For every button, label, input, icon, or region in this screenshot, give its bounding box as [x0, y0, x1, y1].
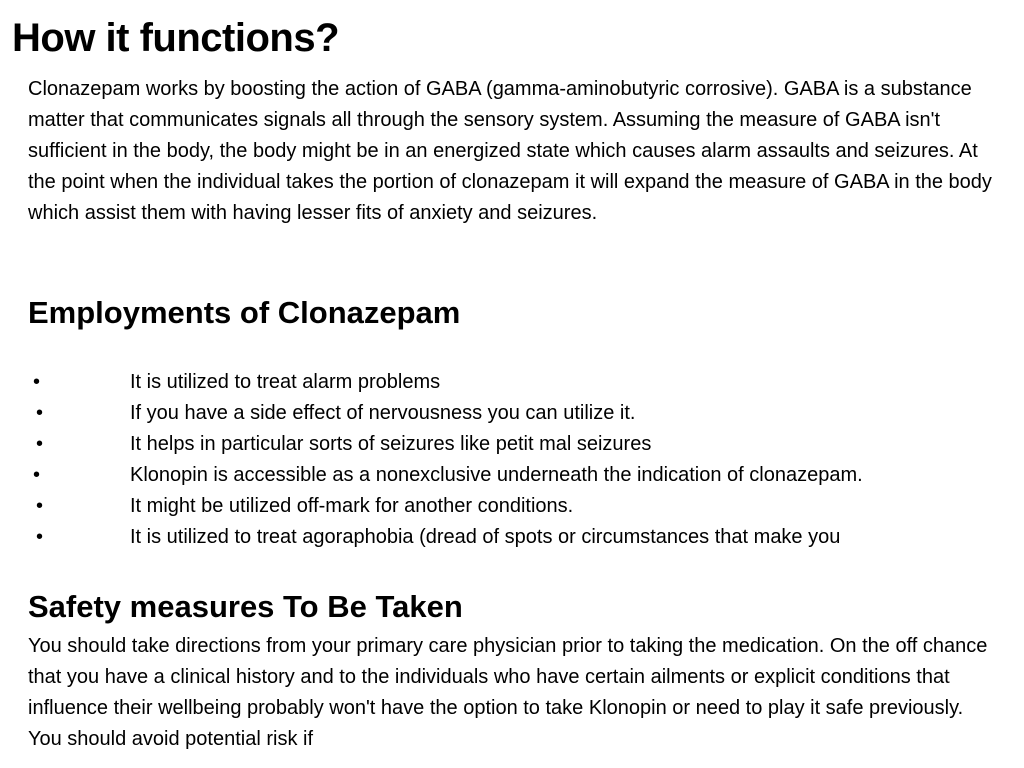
list-item: [0, 429, 1024, 460]
list-item: [0, 522, 1024, 553]
list-item-text: It helps in particular sorts of seizures like petit mal seizures: [130, 433, 652, 455]
bullet-icon: •: [36, 526, 44, 548]
list-item-text: If you have a side effect of nervousness you can utilize it.: [130, 402, 636, 424]
page-title: How it functions?: [12, 16, 340, 60]
list-item: [0, 491, 1024, 522]
safety-paragraph: You should take directions from your primary care physician prior to taking the medication. On the off chance that you have a clinical history and to the individuals who have certain ailments or explicit conditions that influence their wellbeing probably won't have the option to take Klonopin or need to play it safe previously. You should avoid potential risk if: [28, 635, 988, 750]
list-item-text: It might be utilized off-mark for another conditions.: [130, 495, 574, 517]
list-item-text: It is utilized to treat alarm problems: [130, 371, 441, 393]
list-item: [0, 398, 1024, 429]
bullet-icon: •: [36, 433, 44, 455]
list-item-text: Klonopin is accessible as a nonexclusive underneath the indication of clonazepam.: [130, 464, 863, 486]
uses-list: [0, 367, 1024, 553]
list-item: [0, 367, 1024, 398]
bullet-icon: •: [36, 402, 44, 424]
list-item: [0, 460, 1024, 491]
safety-heading: Safety measures To Be Taken: [28, 589, 463, 624]
list-item-text: It is utilized to treat agoraphobia (dread of spots or circumstances that make you: [130, 526, 841, 548]
uses-heading: Employments of Clonazepam: [28, 295, 461, 330]
bullet-icon: •: [33, 464, 41, 486]
bullet-icon: •: [33, 371, 41, 393]
bullet-icon: •: [36, 495, 44, 517]
intro-paragraph: Clonazepam works by boosting the action of GABA (gamma-aminobutyric corrosive). GABA is a substance matter that communicates signals all through the sensory system. Assuming the measure of GABA isn't sufficient in the body, the body might be in an energized state which causes alarm assaults and seizures. At the point when the individual takes the portion of clonazepam it will expand the measure of GABA in the body which assist them with having lesser fits of anxiety and seizures.: [28, 78, 992, 224]
